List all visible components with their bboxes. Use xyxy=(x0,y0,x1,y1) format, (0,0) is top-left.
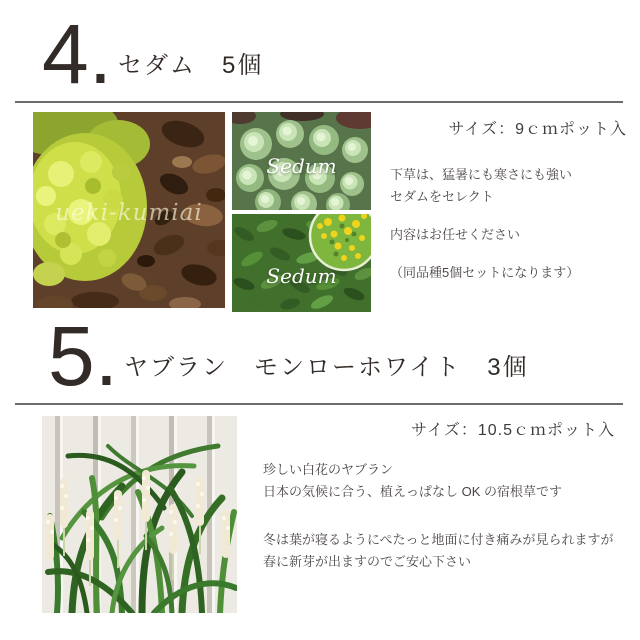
sedum-rosette-illustration xyxy=(232,112,371,210)
sedum-script-label: Sedum xyxy=(266,154,337,178)
description-line: 春に新芽が出ますのでご安心下さい xyxy=(263,554,472,569)
section-divider xyxy=(15,403,623,405)
description-line: 珍しい白花のヤブラン xyxy=(263,462,394,477)
item-5-description xyxy=(263,459,613,599)
liriope-illustration xyxy=(42,416,237,613)
liriope-photo xyxy=(42,416,237,613)
description-line: （同品種5個セットになります） xyxy=(390,265,580,280)
item-4-size-label: サイズ：9ｃｍポット入 xyxy=(448,121,627,138)
watermark-text: ueki-kumiai xyxy=(55,200,203,226)
section-divider xyxy=(15,101,623,103)
item-5-number: 5. xyxy=(48,309,119,403)
item-4-description xyxy=(390,164,579,300)
sedum-main-photo xyxy=(33,112,225,308)
sedum-main-illustration xyxy=(33,112,225,308)
sedum-mat-photo xyxy=(232,214,371,312)
description-line: 冬は葉が寝るようにぺたっと地面に付き痛みが見られますが xyxy=(263,532,614,547)
description-line: 日本の気候に合う、植えっぱなし OK の宿根草です xyxy=(263,484,563,499)
item-4-number: 4. xyxy=(42,7,113,101)
item-4-title: セダム 5個 xyxy=(118,52,264,79)
sedum-script-label: Sedum xyxy=(266,264,337,288)
description-line: セダムをセレクト xyxy=(390,189,494,204)
sedum-rosette-photo xyxy=(232,112,371,210)
item-5-size-label: サイズ：10.5ｃｍポット入 xyxy=(411,422,615,439)
description-line: 下草は、猛暑にも寒さにも強い xyxy=(390,167,573,182)
item-5-title: ヤブラン モンローホワイト 3個 xyxy=(124,354,529,381)
sedum-mat-illustration xyxy=(232,214,371,312)
description-line: 内容はお任せください xyxy=(390,227,521,242)
